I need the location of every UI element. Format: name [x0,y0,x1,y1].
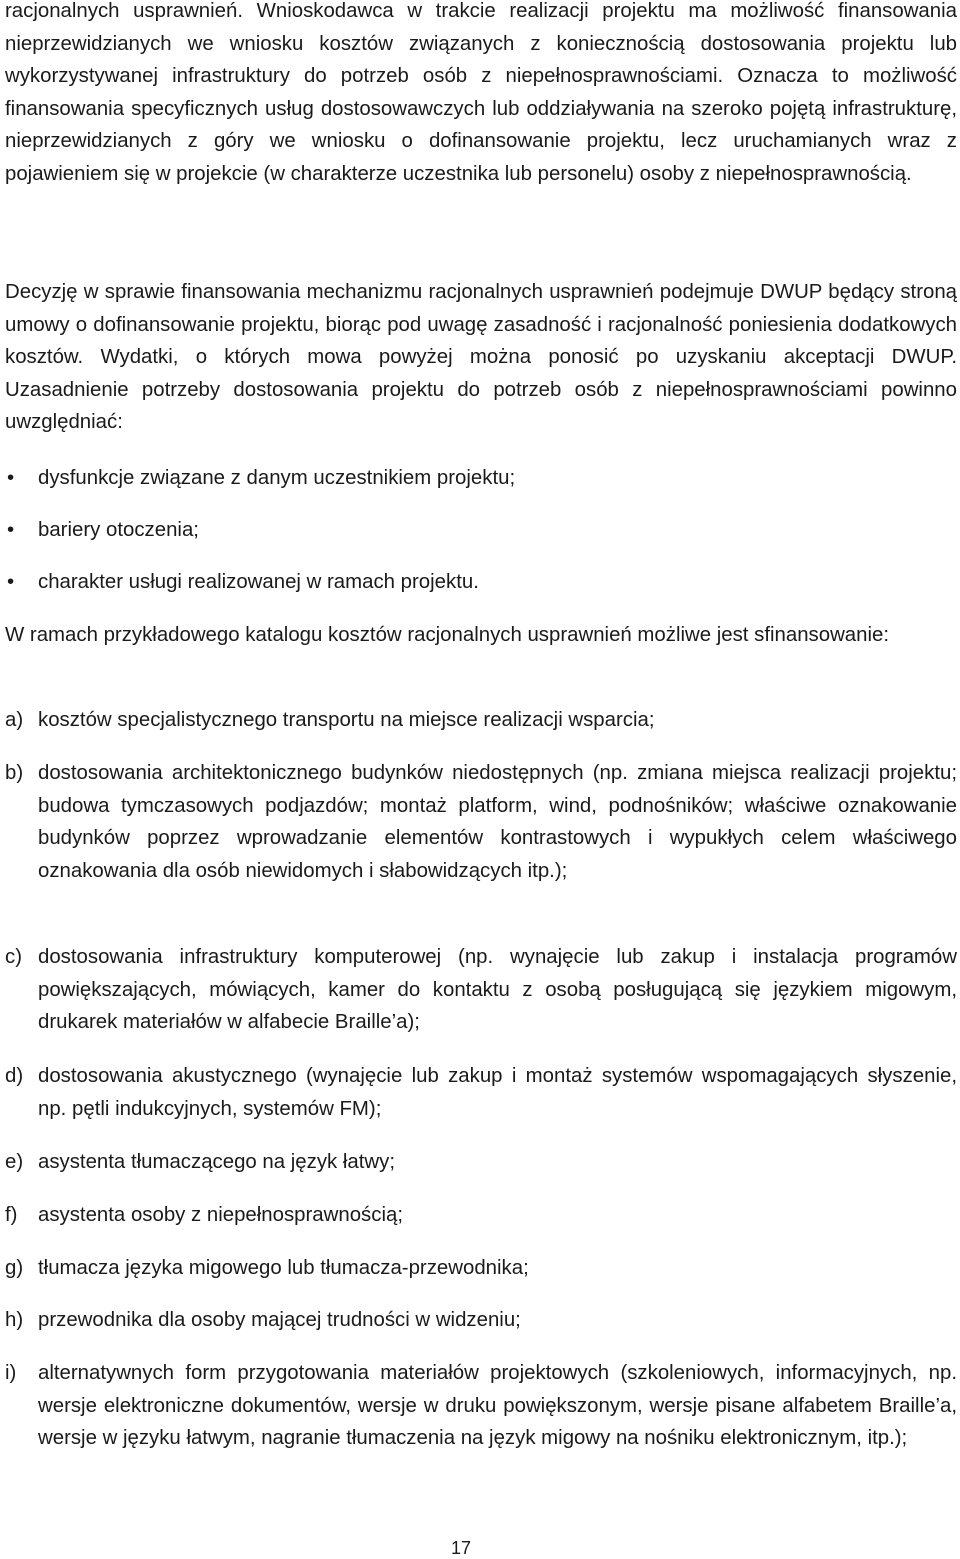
catalog-item-g [5,1252,957,1285]
list-item-text: charakter usługi realizowanej w ramach projektu. [38,571,479,593]
catalog-item-a [5,704,957,737]
catalog-item-marker: h) [5,1309,24,1331]
catalog-item-marker: b) [5,762,24,784]
catalog-item-marker: a) [5,709,24,731]
catalog-item-marker: d) [5,1065,24,1087]
catalog-item-text: asystenta osoby z niepełnosprawnością; [38,1204,403,1226]
catalog-item-marker: i) [5,1362,17,1384]
catalog-item-text: dostosowania architektonicznego budynków niedostępnych (np. zmiana miejsca realizacji projektu; budowa tymczasowych podjazdów; montaż platform, wind, podnośników; właściwe oznakowanie budynków poprzez wprowadzanie elementów kontrastowych i wypukłych celem właściwego oznakowania dla osób niewidomych i słabowidzących itp.); [38,762,957,882]
catalog-item-text: dostosowania akustycznego (wynajęcie lub zakup i montaż systemów wspomagających słyszenie, np. pętli indukcyjnych, systemów FM); [38,1065,957,1120]
list-item [5,514,957,566]
catalog-item-marker: f) [5,1204,18,1226]
catalog-item-h [5,1304,957,1337]
list-item-text: bariery otoczenia; [38,519,199,541]
paragraph-decision: Decyzję w sprawie finansowania mechanizmu racjonalnych usprawnień podejmuje DWUP będący stroną umowy o dofinansowanie projektu, biorąc pod uwagę zasadność i racjonalność poniesienia dodatkowych kosztów. Wydatki, o których mowa powyżej można ponosić po uzyskaniu akceptacji DWUP. Uzasadnienie potrzeby dostosowania projektu do potrzeb osób z niepełnosprawnościami powinno uwzględniać: [5,281,957,434]
bullet-icon: • [7,467,15,489]
catalog-item-e [5,1146,957,1179]
catalog-item-marker: c) [5,946,22,968]
catalog-item-text: asystenta tłumaczącego na język łatwy; [38,1151,396,1173]
catalog-item-text: tłumacza języka migowego lub tłumacza-przewodnika; [38,1257,529,1279]
catalog-item-marker: g) [5,1257,24,1279]
bullet-icon: • [7,519,15,541]
page-number: 17 [450,1538,472,1558]
catalog-item-marker: e) [5,1151,24,1173]
list-item-text: dysfunkcje związane z danym uczestnikiem projektu; [38,467,516,489]
catalog-item-b [5,757,957,887]
bullet-icon: • [7,571,15,593]
bullet-list [5,462,957,618]
paragraph-intro: racjonalnych usprawnień. Wnioskodawca w trakcie realizacji projektu ma możliwość finansowania nieprzewidzianych we wniosku kosztów związanych z koniecznością dostosowania projektu lub wykorzystywanej infrastruktury do potrzeb osób z niepełnosprawnościami. Oznacza to możliwość finansowania specyficznych usług dostosowawczych lub oddziaływania na szeroko pojętą infrastrukturę, nieprzewidzianych z góry we wniosku o dofinansowanie projektu, lecz uruchamianych wraz z pojawieniem się w projekcie (w charakterze uczestnika lub personelu) osoby z niepełnosprawnością. [5,0,957,185]
catalog-item-i [5,1357,957,1455]
catalog-item-d [5,1060,957,1125]
catalog-item-text: alternatywnych form przygotowania materiałów projektowych (szkoleniowych, informacyjnych, np. wersje elektroniczne dokumentów, wersje w druku powiększonym, wersje pisane alfabetem Braille’a, wersje w języku łatwym, nagranie tłumaczenia na język migowy na nośniku elektronicznym, itp.); [38,1362,957,1450]
catalog-item-text: dostosowania infrastruktury komputerowej (np. wynajęcie lub zakup i instalacja programów powiększających, mówiących, kamer do kontaktu z osobą posługującą się językiem migowym, drukarek materiałów w alfabecie Braille’a); [38,946,957,1034]
paragraph-catalog-intro: W ramach przykładowego katalogu kosztów racjonalnych usprawnień możliwe jest sfinansowanie: [5,624,890,646]
catalog-item-text: przewodnika dla osoby mającej trudności w widzeniu; [38,1309,521,1331]
catalog-item-c [5,941,957,1039]
list-item [5,566,957,618]
catalog-item-text: kosztów specjalistycznego transportu na miejsce realizacji wsparcia; [38,709,655,731]
catalog-item-f [5,1199,957,1232]
list-item [5,462,957,514]
